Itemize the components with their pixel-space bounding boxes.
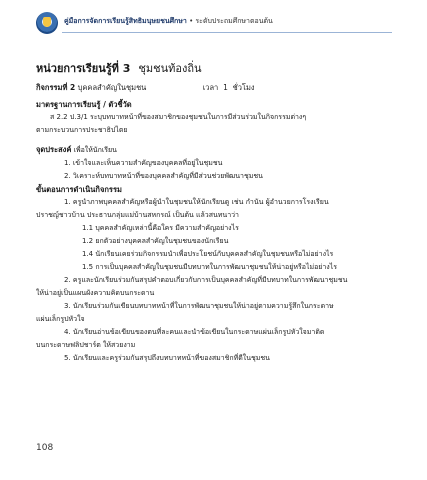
procedure-step4-line1: 4. นักเรียนอ่านข้อเขียนของตนที่ละคนและนำข้อเขียนในกระดาษแผ่นเล็กรูปหัวใจมาติด <box>64 328 325 336</box>
activity-time-unit: ชั่วโมง <box>232 83 255 92</box>
unit-topic: ชุมชนท้องถิ่น <box>138 62 202 75</box>
page-header <box>36 10 396 38</box>
procedure-sub-item: 1.4 นักเรียนเคยร่วมกิจกรรมนำเพื่อประโยชน์กับบุคคลสำคัญในชุมชนหรือไม่อย่างไร <box>82 250 334 258</box>
activity-label: กิจกรรมที่ 2 <box>36 83 76 92</box>
procedure-step1-line2: ปราชญ์ชาวบ้าน ประธานกลุ่มแม่บ้านสหกรณ์ เป็นต้น แล้วสนทนาว่า <box>36 211 239 219</box>
objective-heading: จุดประสงค์ <box>36 145 72 154</box>
header-title-bold: คู่มือการจัดการเรียนรู้สิทธิมนุษยชนศึกษา <box>64 17 187 25</box>
standards-text-line2: ตามกระบวนการประชาธิปไตย <box>36 126 128 134</box>
procedure-step2-line2: ให้น่าอยู่เป็นแผนผังความคิดบนกระดาน <box>36 289 155 297</box>
activity-time-label: เวลา <box>202 83 219 92</box>
standards-heading: มาตรฐานการเรียนรู้ / ตัวชี้วัด <box>36 100 132 109</box>
logo-icon <box>36 12 58 34</box>
procedure-heading: ขั้นตอนการดำเนินกิจกรรม <box>36 185 122 194</box>
procedure-sub-item: 1.2 ยกตัวอย่างบุคคลสำคัญในชุมชนของนักเรียน <box>82 237 229 245</box>
header-divider <box>62 32 392 33</box>
objective-item: 2. วิเคราะห์บทบาทหน้าที่ของบุคคลสำคัญที่มีส่วนช่วยพัฒนาชุมชน <box>64 172 263 180</box>
unit-title-label: หน่วยการเรียนรู้ที่ 3 <box>36 62 131 75</box>
procedure-step3-line1: 3. นักเรียนร่วมกันเขียนบทบาทหน้าที่ในการพัฒนาชุมชนให้น่าอยู่ตามความรู้สึกในกระดาษ <box>64 302 334 310</box>
activity-name: บุคคลสำคัญในชุมชน <box>77 83 147 92</box>
main-content <box>36 62 392 365</box>
objective-item: 1. เข้าใจและเห็นความสำคัญของบุคคลที่อยู่ในชุมชน <box>64 159 223 167</box>
objective-intro: เพื่อให้นักเรียน <box>71 146 117 154</box>
procedure-step4-line2: บนกระดาษฟลิปชาร์ต ให้สวยงาม <box>36 341 136 349</box>
procedure-step2-line1: 2. ครูและนักเรียนร่วมกันสรุปคำตอบเกี่ยวกับการเป็นบุคคลสำคัญที่มีบทบาทในการพัฒนาชุมชน <box>64 276 348 284</box>
procedure-sub-item: 1.5 การเป็นบุคคลสำคัญในชุมชนมีบทบาทในการพัฒนาชุมชนให้น่าอยู่หรือไม่อย่างไร <box>82 263 338 271</box>
standards-text-line1: ส 2.2 ป.3/1 ระบุบทบาทหน้าที่ของสมาชิกของชุมชนในการมีส่วนร่วมในกิจกรรมต่างๆ <box>50 113 307 121</box>
unit-title <box>36 62 392 75</box>
procedure-step3-line2: แผ่นเล็กรูปหัวใจ <box>36 315 85 323</box>
header-title <box>64 16 273 27</box>
procedure-step5: 5. นักเรียนและครูร่วมกันสรุปถึงบทบาทหน้าที่ของสมาชิกที่ดีในชุมชน <box>64 354 270 362</box>
header-title-sub: • ระดับประถมศึกษาตอนต้น <box>186 17 273 25</box>
activity-time-value: 1 <box>223 83 228 92</box>
activity-line <box>36 81 392 94</box>
objective-line <box>36 143 392 157</box>
page-number: 108 <box>36 443 54 453</box>
procedure-step1-line1: 1. ครูนำภาพบุคคลสำคัญหรือผู้นำในชุมชนให้นักเรียนดู เช่น กำนัน ผู้อำนวยการโรงเรียน <box>64 198 329 206</box>
procedure-sub-item: 1.1 บุคคลสำคัญเหล่านี้คือใคร มีความสำคัญอย่างไร <box>82 224 239 232</box>
